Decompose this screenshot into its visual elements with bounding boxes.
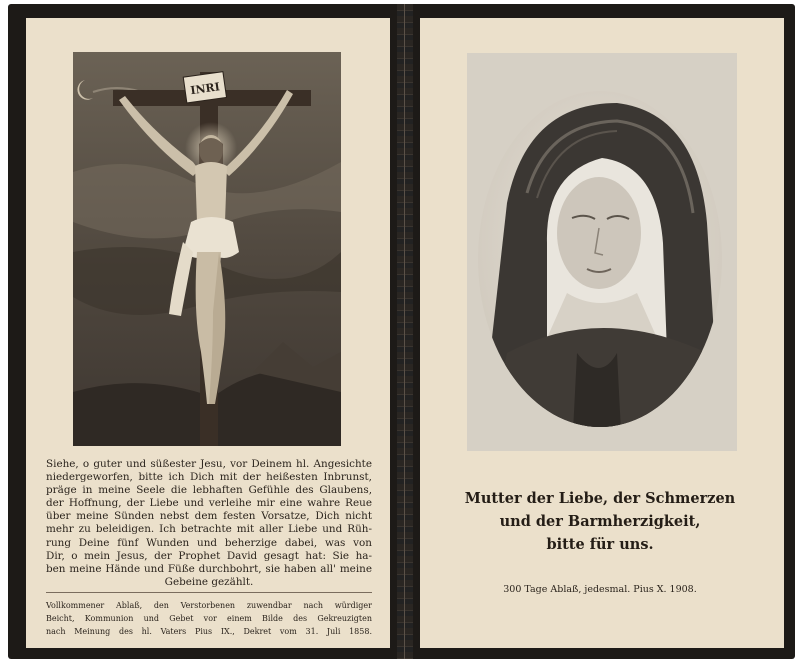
prayer-line: über meine Sünden nebst dem festen Vorsatze, Dich nicht	[46, 510, 372, 523]
prayer-line: rung Deine fünf Wunden und beherzige dabei, was von	[46, 536, 372, 549]
indulgence-line: Vollkommener Ablaß, den Verstorbenen zuwendbar nach würdiger	[46, 601, 372, 610]
crucifix-image	[73, 52, 341, 446]
prayer-line: mehr zu beleidigen. Ich betrachte mit aller Liebe und Rüh-	[46, 523, 372, 536]
indulgence-line: nach Meinung des hl. Vaters Pius IX., Dekret vom 31. Juli 1858.	[46, 627, 372, 636]
memorial-card	[8, 4, 795, 659]
indulgence-footer: 300 Tage Ablaß, jedesmal. Pius X. 1908.	[503, 584, 697, 595]
divider	[46, 592, 372, 593]
card-fold	[397, 4, 413, 659]
prayer-line: Gebeine gezählt.	[164, 575, 254, 588]
prayer-line: der Hoffnung, der Liebe und verleihe mir eine wahre Reue	[46, 497, 372, 510]
invocation-line: und der Barmherzigkeit,	[499, 513, 701, 530]
prayer-text	[46, 458, 372, 589]
right-panel	[420, 18, 784, 648]
prayer-line: Siehe, o guter und süßester Jesu, vor Deinem hl. Angesichte	[46, 458, 372, 470]
prayer-line: niedergeworfen, bitte ich Dich mit der heißesten Inbrunst,	[46, 471, 372, 484]
left-panel	[26, 18, 390, 648]
invocation-line: bitte für uns.	[546, 536, 654, 553]
madonna-image	[467, 53, 737, 451]
prayer-line: Dir, o mein Jesus, der Prophet David gesagt hat: Sie ha-	[46, 549, 372, 562]
prayer-line: präge in meine Seele die lebhaften Gefühle des Glaubens,	[46, 484, 372, 497]
prayer-line: ben meine Hände und Füße durchbohrt, sie haben all' meine	[46, 562, 372, 575]
invocation-line: Mutter der Liebe, der Schmerzen	[464, 490, 736, 507]
indulgence-line: Beicht, Kommunion und Gebet vor einem Bilde des Gekreuzigten	[46, 614, 372, 623]
titulus-text: INRI	[189, 80, 221, 98]
invocation-text	[460, 487, 740, 556]
indulgence-note	[46, 599, 372, 638]
